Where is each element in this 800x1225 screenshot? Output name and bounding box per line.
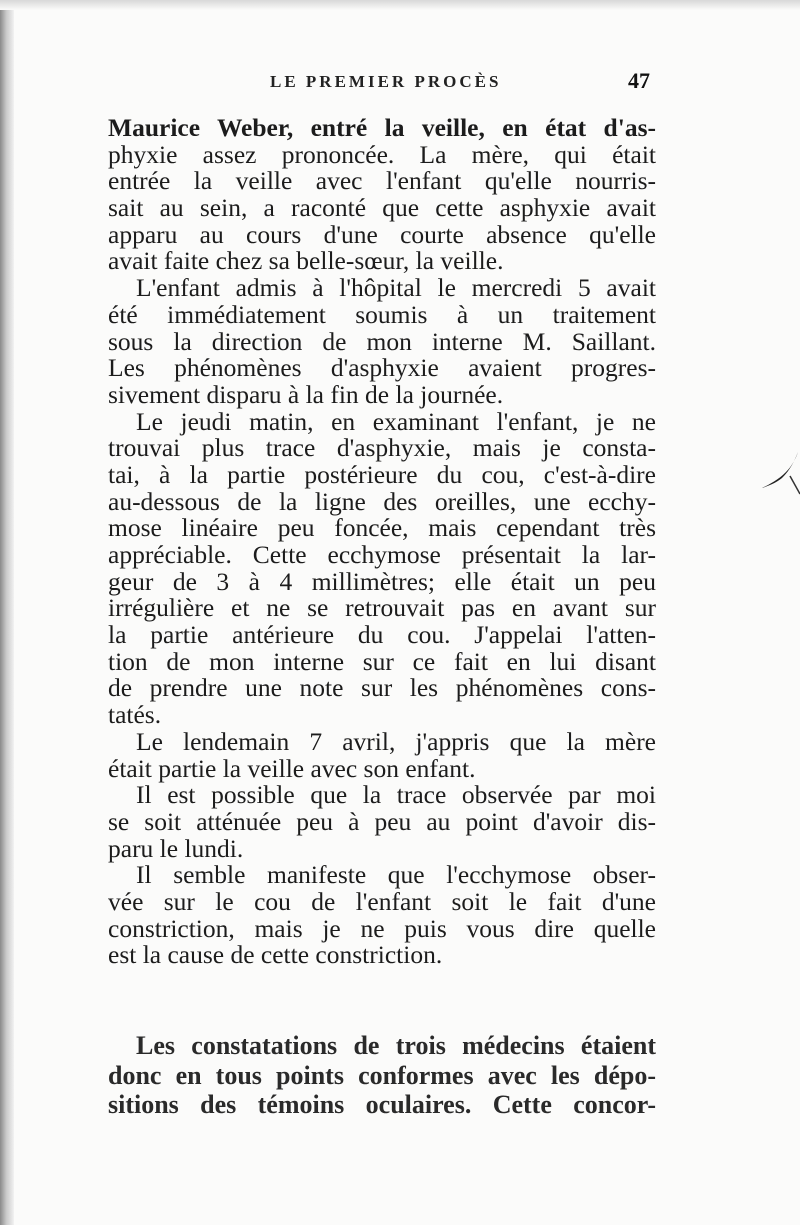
page-number: 47 [628, 68, 650, 93]
text-line: la partie antérieure du cou. J'appelai l'atten- [108, 620, 656, 650]
text-line: été immédiatement soumis à un traitement [108, 299, 656, 329]
margin-pen-mark [760, 448, 800, 498]
text-line: Le jeudi matin, en examinant l'enfant, je ne [136, 406, 656, 436]
text-line: vée sur le cou de l'enfant soit le fait d'une [108, 886, 656, 916]
text-line: phyxie assez prononcée. La mère, qui était [108, 139, 656, 169]
text-line: se soit atténuée peu à peu au point d'avoir dis- [108, 806, 656, 836]
text-line: Il semble manifeste que l'ecchymose obser- [136, 860, 656, 890]
text-line: constriction, mais je ne puis vous dire quelle [108, 913, 656, 943]
text-line: au-dessous de la ligne des oreilles, une ecchy- [108, 486, 656, 516]
running-title: LE PREMIER PROCÈS [270, 72, 502, 91]
text-line: sait au sein, a raconté que cette asphyxie avait [108, 193, 656, 223]
text-line: Maurice Weber, entré la veille, en état d'as- [108, 113, 656, 142]
text-line: tatés. [108, 700, 162, 730]
text-line: Les phénomènes d'asphyxie avaient progres- [108, 353, 656, 383]
text-line: donc en tous points conformes avec les dépo- [108, 1060, 656, 1090]
text-line: tion de mon interne sur ce fait en lui disant [108, 646, 656, 676]
text-line: sivement disparu à la fin de la journée. [108, 379, 504, 409]
text-line: entrée la veille avec l'enfant qu'elle nourris- [108, 166, 656, 196]
page-top-edge [0, 0, 800, 10]
paragraph [108, 782, 656, 862]
text-line: paru le lundi. [108, 833, 244, 863]
text-line: tai, à la partie postérieure du cou, c'est-à-dire [108, 459, 656, 489]
text-line: geur de 3 à 4 millimètres; elle était un peu [108, 566, 656, 596]
paragraph [108, 115, 656, 275]
text-line: sitions des témoins oculaires. Cette concor- [108, 1090, 656, 1119]
paragraph [108, 726, 656, 783]
page-binding-edge [0, 0, 14, 1225]
text-line: était partie la veille avec son enfant. [108, 753, 476, 783]
text-line: L'enfant admis à l'hôpital le mercredi 5 avait [136, 273, 656, 303]
text-line: irrégulière et ne se retrouvait pas en avant sur [108, 593, 656, 623]
text-line: Le lendemain 7 avril, j'appris que la mère [136, 726, 656, 756]
text-line: Il est possible que la trace observée par moi [136, 780, 656, 810]
text-line: avait faite chez sa belle-sœur, la veille. [108, 246, 504, 276]
paragraph [108, 862, 656, 969]
text-line: sous la direction de mon interne M. Saillant. [108, 326, 656, 356]
text-line: trouvai plus trace d'asphyxie, mais je consta- [108, 433, 656, 463]
quoted-testimony [108, 115, 656, 969]
text-line: Les constatations de trois médecins étaient [136, 1031, 656, 1060]
text-line: de prendre une note sur les phénomènes cons- [108, 673, 656, 703]
closing-paragraph [108, 1031, 656, 1120]
text-line: apparu au cours d'une courte absence qu'elle [108, 219, 656, 249]
text-line: est la cause de cette constriction. [108, 940, 443, 970]
paragraph [108, 406, 656, 730]
paragraph [108, 275, 656, 408]
text-line: appréciable. Cette ecchymose présentait la lar- [108, 540, 656, 569]
text-line: mose linéaire peu foncée, mais cependant très [108, 513, 656, 543]
page-header [0, 68, 800, 98]
